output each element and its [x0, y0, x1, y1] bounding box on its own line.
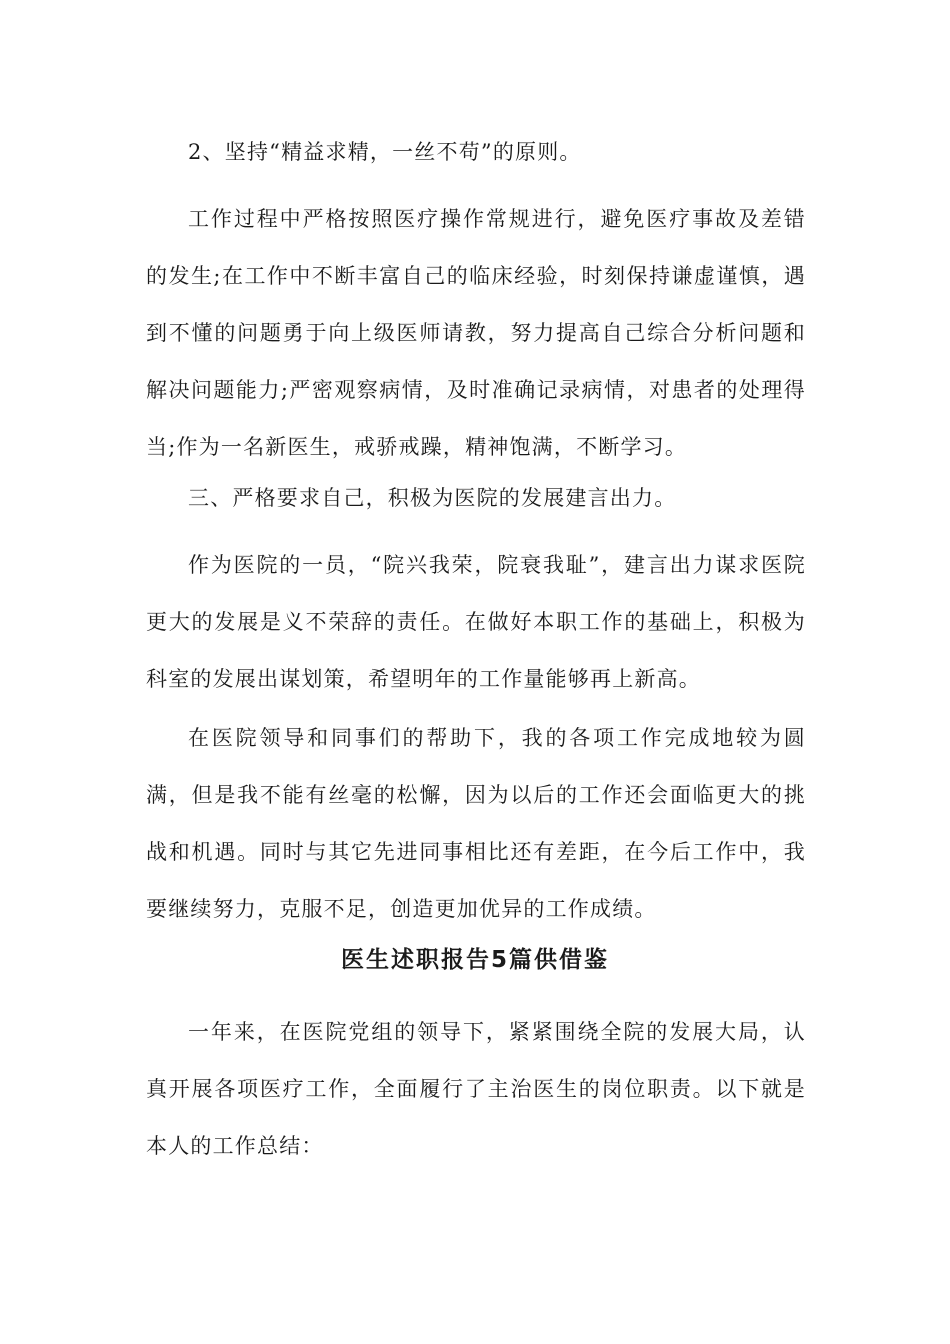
paragraph-hospital-member: 作为医院的一员，“院兴我荣，院衰我耻”，建言出力谋求医院更大的发展是义不荣辞的责任。在做好本职工作的基础上，积极为科室的发展出谋划策，希望明年的工作量能够再上新高。 — [146, 553, 806, 691]
paragraph-principle-2: 2、坚持“精益求精，一丝不苟”的原则。 — [188, 140, 582, 164]
paragraph-conclusion: 在医院领导和同事们的帮助下，我的各项工作完成地较为圆满，但是我不能有丝毫的松懈，因为以后的工作还会面临更大的挑战和机遇。同时与其它先进同事相比还有差距，在今后工作中，我要继续努力，克服不足，创造更加优异的工作成绩。 — [146, 726, 806, 921]
paragraph-section-three: 三、严格要求自己，积极为医院的发展建言出力。 — [188, 486, 677, 510]
paragraph-work-process: 工作过程中严格按照医疗操作常规进行，避免医疗事故及差错的发生;在工作中不断丰富自己的临床经验，时刻保持谦虚谨慎，遇到不懂的问题勇于向上级医师请教，努力提高自己综合分析问题和解决问题能力;严密观察病情，及时准确记录病情，对患者的处理得当;作为一名新医生，戒骄戒躁，精神饱满，不断学习。 — [146, 207, 806, 459]
paragraph-intro: 一年来，在医院党组的领导下，紧紧围绕全院的发展大局，认真开展各项医疗工作，全面履行了主治医生的岗位职责。以下就是本人的工作总结： — [146, 1020, 806, 1158]
section-title: 医生述职报告5篇供借鉴 — [340, 947, 609, 973]
